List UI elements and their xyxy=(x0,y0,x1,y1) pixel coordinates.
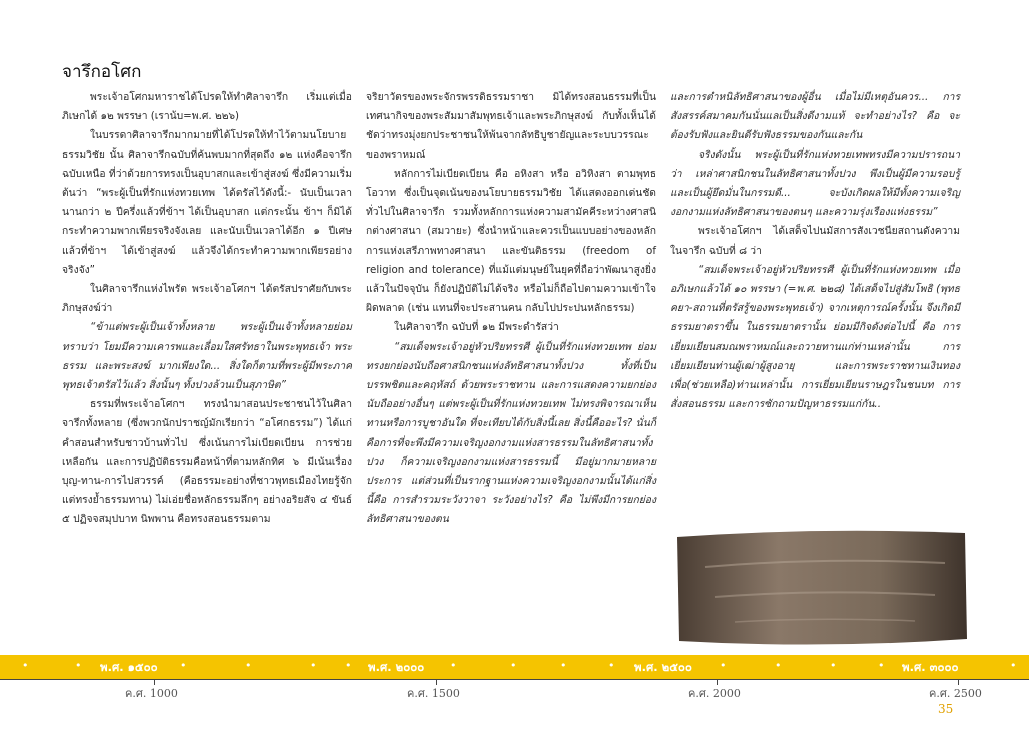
timeline-dot: • xyxy=(450,659,457,672)
paragraph: ธรรมที่พระเจ้าอโศกฯ ทรงนำมาสอนประชาชนไว้ในศิลาจารึกทั้งหลาย (ซึ่งพวกนักปราชญ์มักเรียกว่า “อโศกธรรม”) ได้แก่คำสอนสำหรับชาวบ้านทั่วไป ซึ่งเน้นการไม่เบียดเบียน การช่วยเหลือกัน และการปฏิบัติธรรมคือหน้าที่ตามหลักทิศ ๖ มีเน้นเรื่อง บุญ-ทาน-การไปสวรรค์ (คือธรรมะอย่างที่ชาวพุทธเมืองไทยรู้จัก แต่ทรงย้ำธรรมทาน) ไม่เอ่ยชื่อหลักธรรมลึกๆ อย่างอริยสัจ ๔ ขันธ์ ๕ ปฏิจจสมุปบาท นิพพาน คือทรงสอนธรรมตาม xyxy=(62,398,352,526)
stone-inscription-photo xyxy=(675,527,967,647)
timeline-dot: • xyxy=(180,659,187,672)
ce-year-label: ค.ศ. 1000 xyxy=(125,687,178,700)
quote-paragraph: จริงดังนั้น พระผู้เป็นที่รักแห่งทวยเทพทรงมีความปรารถนาว่า เหล่าศาสนิกชนในลัทธิศาสนาทั้งปวง พึงเป็นผู้มีความรอบรู้ และเป็นผู้ยึดมั่นในกรรมดี... จะบังเกิดผลให้มีทั้งความเจริญงอกงามแห่งลัทธิศาสนาของตนๆ และความรุ่งเรืองแห่งธรรม” xyxy=(670,148,960,219)
timeline-era: พ.ศ. ๑๕๐๐ xyxy=(100,660,158,674)
timeline-dot: • xyxy=(345,659,352,672)
paragraph: หลักการไม่เบียดเบียน คือ อหิงสา หรือ อวิหิงสา ตามพุทธโอวาท ซึ่งเป็นจุดเน้นของนโยบายธรรมวิชัย ได้แสดงออกเด่นชัดทั่วไปในศิลาจารึก รวมทั้งหลักการแห่งความสามัคคีระหว่างศาสนิกต่างศาสนา (สมวายะ) ซึ่งนำหน้าและควรเป็นแบบอย่างของหลักการแห่งเสรีภาพทางศาสนา และขันติธรรม (freedom of religion and tolerance) ที่แม้แต่มนุษย์ในยุคที่ถือว่าพัฒนาสูงยิ่งแล้วในปัจจุบัน ก็ยังปฏิบัติไม่ได้จริง หรือไม่ก็ถือไปตามความเข้าใจผิดพลาด (เช่น แทนที่จะประสานคน กลับไปประปนหลักธรรม) xyxy=(366,167,656,315)
timeline-dot: • xyxy=(75,659,82,672)
timeline-era: พ.ศ. ๒๕๐๐ xyxy=(634,660,692,674)
paragraph: พระเจ้าอโศกฯ ได้เสด็จไปนมัสการสังเวชนียสถานดังความในจารึก ฉบับที่ ๘ ว่า xyxy=(670,225,960,257)
timeline-era: พ.ศ. ๓๐๐๐ xyxy=(902,660,959,674)
text-column-1 xyxy=(62,88,352,530)
timeline-dot: • xyxy=(245,659,252,672)
ce-year-label: ค.ศ. 1500 xyxy=(407,687,460,700)
timeline-dot: • xyxy=(878,659,885,672)
quote-paragraph: “สมเด็จพระเจ้าอยู่หัวปริยทรรศี ผู้เป็นที่รักแห่งทวยเทพ ย่อมทรงยกย่องนับถือศาสนิกชนแห่งลัทธิศาสนาทั้งปวง ทั้งที่เป็นบรรพชิตและคฤหัสถ์ ด้วยพระราชทาน และการแสดงความยกย่องนับถืออย่างอื่นๆ แต่พระผู้เป็นที่รักแห่งทวยเทพ ไม่ทรงพิจารณาเห็นทานหรือการบูชาอันใด ที่จะเทียบได้กับสิ่งนี้เลย สิ่งนี้คืออะไร? นั่นก็คือการที่จะพึงมีความเจริญงอกงามแห่งสารธรรมในลัทธิศาสนาทั้งปวง ก็ความเจริญงอกงามแห่งสารธรรมนี้ มีอยู่มากมายหลายประการ แต่ส่วนที่เป็นรากฐานแห่งความเจริญงอกงามนั้นได้แก่สิ่งนี้คือ การสำรวมระวังวาจา ระวังอย่างไร? คือ ไม่พึงมีการยกย่องลัทธิศาสนาของตน xyxy=(366,340,656,526)
quote-paragraph: “สมเด็จพระเจ้าอยู่หัวปริยทรรศี ผู้เป็นที่รักแห่งทวยเทพ เมื่ออภิเษกแล้วได้ ๑๐ พรรษา (=พ.ศ. ๒๒๘) ได้เสด็จไปสู่สัมโพธิ (พุทธคยา-สถานที่ตรัสรู้ของพระพุทธเจ้า) จากเหตุการณ์ครั้งนั้น จึงเกิดมีธรรมยาตราขึ้น ในธรรมยาตรานั้น ย่อมมีกิจดังต่อไปนี้ คือ การเยี่ยมเยียนสมณพราหมณ์และถวายทานแก่ท่านเหล่านั้น การเยี่ยมเยียนท่านผู้เฒ่าผู้สูงอายุ และการพระราชทานเงินทองเพื่อ(ช่วยเหลือ)ท่านเหล่านั้น การเยี่ยมเยียนราษฎรในชนบท การสั่งสอนธรรม และการซักถามปัญหาธรรมแก่กัน.. xyxy=(670,263,960,411)
timeline-band xyxy=(0,655,1029,679)
paragraph: ในบรรดาศิลาจารึกมากมายที่ได้โปรดให้ทำไว้ตามนโยบายธรรมวิชัย นั้น ศิลาจารึกฉบับที่ค้นพบมากที่สุดถึง ๑๒ แห่งคือจารึกฉบับเหนือ ที่ว่าด้วยการทรงเป็นอุบาสกและเข้าสู่สงฆ์ ซึ่งมีความเริ่มต้นว่า “พระผู้เป็นที่รักแห่งทวยเทพ ได้ตรัสไว้ดังนี้:- นับเป็นเวลานานกว่า ๒ ปีครึ่งแล้วที่ข้าฯ ได้เป็นอุบาสก แต่กระนั้น ข้าฯ ก็มิได้กระทำความพากเพียรจริงจังเลย และนับเป็นเวลาได้อีก ๑ ปีเศษแล้วที่ข้าฯ ได้เข้าสู่สงฆ์ แล้วจึงได้กระทำความพากเพียรอย่างจริงจัง” xyxy=(62,129,352,276)
page-number: 35 xyxy=(938,702,954,716)
paragraph: ในศิลาจารึก ฉบับที่ ๑๒ มีพระดำรัสว่า xyxy=(394,321,559,334)
paragraph: จริยาวัตรของพระจักรพรรดิธรรมราชา มิได้ทรงสอนธรรมที่เป็นเทศนากิจของพระสัมมาสัมพุทธเจ้าและพระภิกษุสงฆ์ กับทั้งเห็นได้ชัดว่าทรงมุ่งยกประชาชนให้พ้นจากลัทธิบูชายัญและระบบวรรณะของพราหมณ์ xyxy=(366,91,656,161)
ce-year-label: ค.ศ. 2500 xyxy=(929,687,982,700)
timeline-dot: • xyxy=(310,659,317,672)
timeline-dot: • xyxy=(22,659,29,672)
quote-paragraph: “ข้าแต่พระผู้เป็นเจ้าทั้งหลาย พระผู้เป็นเจ้าทั้งหลายย่อมทราบว่า โยมมีความเคารพและเลื่อมใสศรัทธาในพระพุทธเจ้า พระธรรม และพระสงฆ์ มากเพียงใด... สิ่งใดก็ตามที่พระผู้มีพระภาคพุทธเจ้าตรัสไว้แล้ว สิ่งนั้นๆ ทั้งปวงล้วนเป็นสุภาษิต” xyxy=(62,321,352,392)
timeline-dot: • xyxy=(830,659,837,672)
timeline-dot: • xyxy=(775,659,782,672)
page-title: จารึกอโศก xyxy=(62,62,142,82)
timeline-dot: • xyxy=(560,659,567,672)
text-column-3 xyxy=(670,88,960,414)
timeline-dot: • xyxy=(720,659,727,672)
timeline-dot: • xyxy=(510,659,517,672)
ce-year-label: ค.ศ. 2000 xyxy=(688,687,741,700)
text-column-2 xyxy=(366,88,656,530)
paragraph: ในศิลาจารึกแห่งไพรัต พระเจ้าอโศกฯ ได้ตรัสปราศัยกับพระภิกษุสงฆ์ว่า xyxy=(62,283,352,315)
paragraph: พระเจ้าอโศกมหาราชได้โปรดให้ทำศิลาจารึก เริ่มแต่เมื่อภิเษกได้ ๑๒ พรรษา (เราน้บ=พ.ศ. ๒๒๖) xyxy=(62,91,352,123)
timeline-dot: • xyxy=(1010,659,1017,672)
timeline-dot: • xyxy=(608,659,615,672)
timeline-era: พ.ศ. ๒๐๐๐ xyxy=(368,660,425,674)
quote-paragraph: และการตำหนิลัทธิศาสนาของผู้อื่น เมื่อไม่มีเหตุอันควร... การสังสรรค์สมาคมกันนั่นแลเป็นสิ่งดีงามแท้ จะทำอย่างไร? คือ จะต้องรับฟังและยินดีรับฟังธรรมของกันและกัน xyxy=(670,91,960,142)
